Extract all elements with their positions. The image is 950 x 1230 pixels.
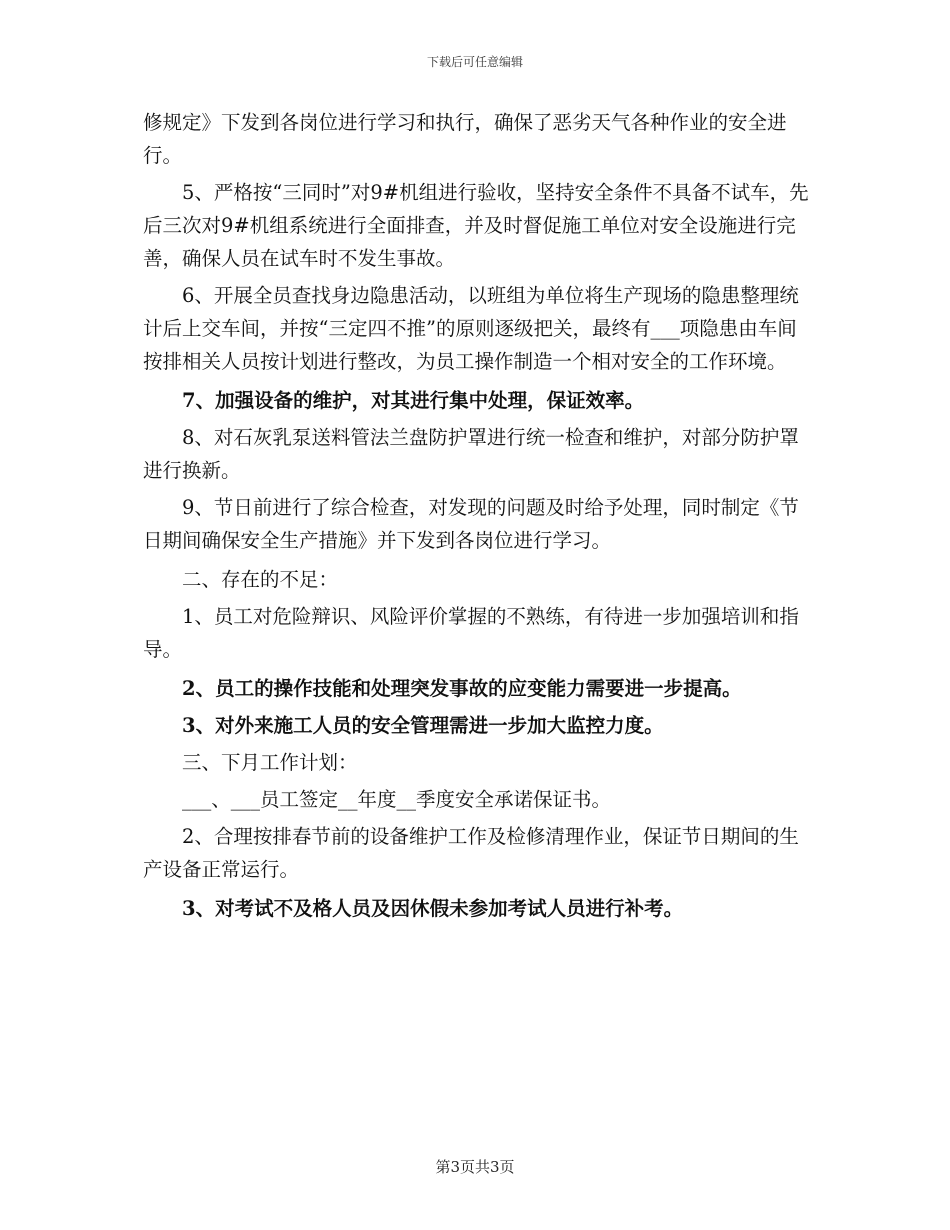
paragraph-item-5: 5、严格按“三同时”对9#机组进行验收，坚持安全条件不具备不试车，先后三次对9#机组系统进行全面排查，并及时督促施工单位对安全设施进行完善，确保人员在试车时不发生事故。 bbox=[143, 181, 809, 270]
page-footer: 第3页共3页 bbox=[435, 1158, 515, 1176]
shortcoming-item-2: 2、员工的操作技能和处理突发事故的应变能力需要进一步提高。 bbox=[182, 677, 742, 700]
document-body bbox=[143, 106, 815, 925]
paragraph-item-7: 7、加强设备的维护，对其进行集中处理，保证效率。 bbox=[182, 389, 645, 412]
page-header: 下载后可任意编辑 bbox=[426, 55, 523, 69]
paragraph-continuation: 修规定》下发到各岗位进行学习和执行，确保了恶劣天气各种作业的安全进行。 bbox=[143, 111, 787, 167]
section-heading-shortcomings: 二、存在的不足： bbox=[182, 568, 339, 591]
shortcoming-item-1: 1、员工对危险辩识、风险评价掌握的不熟练，有待进一步加强培训和指导。 bbox=[143, 605, 799, 661]
plan-item-3: 3、对考试不及格人员及因休假未参加考试人员进行补考。 bbox=[182, 897, 684, 920]
plan-item-2: 2、合理按排春节前的设备维护工作及检修清理作业，保证节日期间的生产设备正常运行。 bbox=[143, 825, 799, 881]
plan-item-1: ___、___员工签定__年度__季度安全承诺保证书。 bbox=[182, 788, 612, 811]
paragraph-item-8: 8、对石灰乳泵送料管法兰盘防护罩进行统一检查和维护，对部分防护罩进行换新。 bbox=[143, 426, 799, 482]
shortcoming-item-3: 3、对外来施工人员的安全管理需进一步加大监控力度。 bbox=[182, 714, 664, 737]
paragraph-item-9: 9、节日前进行了综合检查，对发现的问题及时给予处理，同时制定《节日期间确保安全生产措施》并下发到各岗位进行学习。 bbox=[143, 496, 799, 552]
paragraph-item-6: 6、开展全员查找身边隐患活动，以班组为单位将生产现场的隐患整理统计后上交车间，并按“三定四不推”的原则逐级把关，最终有___项隐患由车间按排相关人员按计划进行整改，为员工操作制造一个相对安全的工作环境。 bbox=[143, 284, 799, 373]
section-heading-next-month-plan: 三、下月工作计划： bbox=[182, 751, 358, 774]
